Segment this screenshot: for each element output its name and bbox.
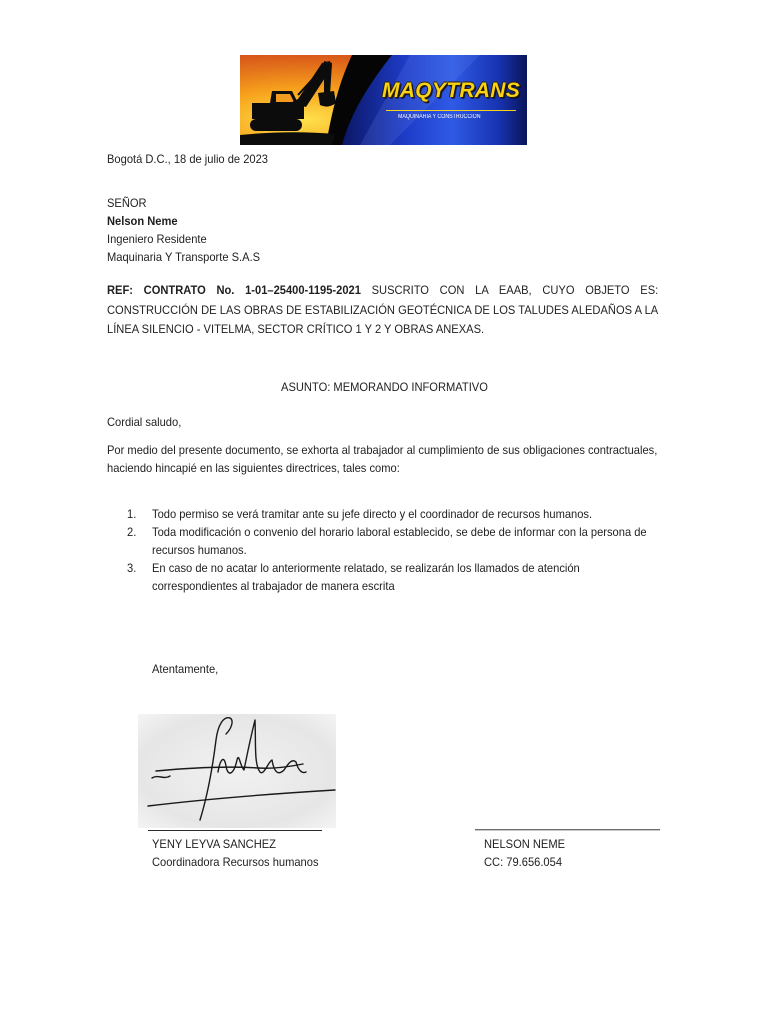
closing: Atentamente, [152, 662, 219, 676]
recipient-company: Maquinaria Y Transporte S.A.S [107, 250, 261, 264]
logo-brand-name: MAQYTRANS [382, 79, 521, 102]
reference-paragraph [107, 281, 658, 340]
contract-object: SUSCRITO CON LA EAAB, CUYO OBJETO ES: CONSTRUCCIÓN DE LAS OBRAS DE ESTABILIZACIÓN GEOTÉCNICA DE LOS TALUDES ALEDAÑOS A LA LÍNEA SILENCIO - VITELMA, SECTOR CRÍTICO 1 Y 2 Y OBRAS ANEXAS. [107, 283, 659, 336]
list-item-number: 1. [127, 507, 137, 521]
signature-stroke-upper [156, 764, 303, 771]
signature-stroke-loop [226, 718, 232, 734]
recipient-salutation: SEÑOR [107, 196, 147, 210]
excavator-bucket-icon [318, 91, 336, 107]
greeting: Cordial saludo, [107, 415, 182, 429]
excavator-tracks-icon [250, 119, 302, 131]
signatory-role: Coordinadora Recursos humanos [152, 855, 319, 869]
list-item-text: En caso de no acatar lo anteriormente relatado, se realizarán los llamados de atención correspondientes al trabajador de manera escrita [152, 561, 580, 593]
handwritten-signature [138, 714, 336, 828]
list-item [0, 505, 768, 523]
recipient-block [107, 194, 260, 266]
letter-date: Bogotá D.C., 18 de julio de 2023 [107, 152, 268, 166]
signatory-name: NELSON NEME [484, 837, 566, 851]
subject-line [0, 378, 768, 396]
subject-text: ASUNTO: MEMORANDO INFORMATIVO [280, 380, 488, 394]
list-item-text: Toda modificación o convenio del horario laboral establecido, se debe de informar con la persona de recursos humanos. [152, 525, 647, 557]
logo-ground [240, 132, 335, 145]
signature-stroke-lower [148, 790, 335, 806]
signature-line-right [475, 829, 660, 831]
logo-brand-underline [386, 110, 516, 111]
contract-reference: REF: CONTRATO No. 1-01–25400-1195-2021 [107, 283, 361, 297]
list-item-text: Todo permiso se verá tramitar ante su jefe directo y el coordinador de recursos humanos. [152, 507, 593, 521]
list-item [0, 559, 768, 595]
company-logo [240, 55, 527, 145]
list-item-number: 2. [127, 525, 137, 539]
signature-strokes [138, 714, 336, 828]
recipient-title: Ingeniero Residente [107, 232, 207, 246]
signature-line-left [148, 830, 322, 831]
signatory-id: CC: 79.656.054 [484, 855, 563, 869]
signatory-left [152, 835, 319, 871]
signature-stroke-stem [200, 718, 230, 820]
recipient-name: Nelson Neme [107, 214, 178, 228]
directives-list [0, 505, 768, 595]
signatory-name: YENY LEYVA SANCHEZ [152, 837, 276, 851]
signatory-right [484, 835, 565, 871]
list-item [0, 523, 768, 559]
signature-stroke-flourish [152, 776, 170, 778]
body-paragraph: Por medio del presente documento, se exhorta al trabajador al cumplimiento de sus obligaciones contractuales, haciendo hincapié en las siguientes directrices, tales como: [107, 443, 658, 475]
list-item-number: 3. [127, 561, 137, 575]
logo-tagline: MAQUINARIA Y CONSTRUCCION [398, 114, 481, 120]
